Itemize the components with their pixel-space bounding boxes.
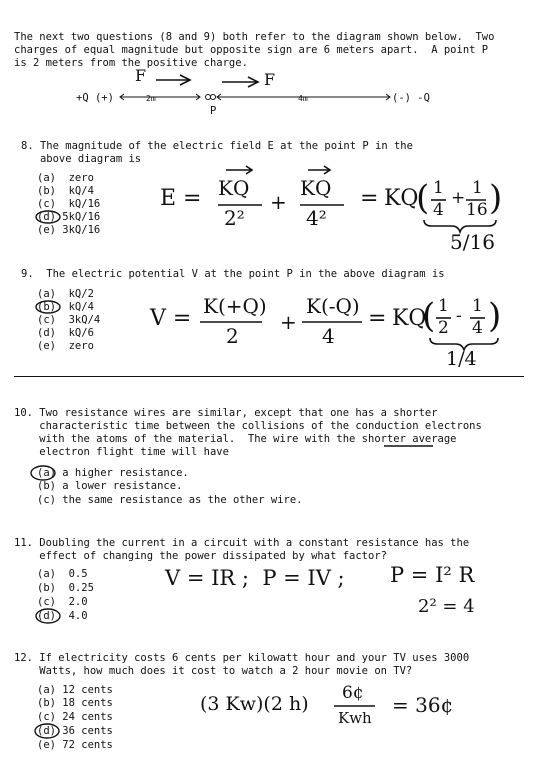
q12-line-1: 12. If electricity costs 6 cents per kilowatt hour and your TV uses 3000	[14, 652, 470, 664]
q8-option-a[interactable]: (a) zero	[37, 172, 94, 184]
q8-work-frac-b: 4	[433, 200, 444, 220]
q8-work-frac-d: 16	[466, 200, 488, 220]
q9-work-den2: 4	[322, 324, 335, 348]
q12-option-a[interactable]: (a) 12 cents	[37, 684, 113, 696]
q12-option-d[interactable]: (d) 36 cents	[37, 725, 113, 737]
right-charge-label: (-) -Q	[392, 92, 430, 104]
q8-line-2: above diagram is	[21, 153, 142, 165]
q9-option-c[interactable]: (c) 3kQ/4	[37, 314, 101, 326]
q11-work-eq3: 2² = 4	[418, 596, 475, 617]
q12-line-2: Watts, how much does it cost to watch a 2 hour movie on TV?	[14, 665, 413, 677]
q9-option-e[interactable]: (e) zero	[37, 340, 94, 352]
q8-work-result: 5/16	[450, 230, 495, 254]
q8-option-e[interactable]: (e) 3kQ/16	[37, 224, 101, 236]
q9-work-den1: 2	[226, 324, 239, 348]
intro-line-2: charges of equal magnitude but opposite sign are 6 meters apart. A point P	[14, 44, 489, 56]
q8-work-den2: 4²	[306, 206, 327, 230]
q8-work-e: E =	[160, 186, 202, 211]
intro-line-3: is 2 meters from the positive charge.	[14, 57, 248, 69]
q9-work-paren-open: (	[422, 296, 436, 336]
q8-work-frac-a: 1	[433, 178, 444, 198]
q8-work-num1: KQ	[218, 176, 250, 200]
q10-line-2: characteristic time between the collisions of the conduction electrons	[14, 420, 482, 432]
q8-work-kq: KQ	[384, 186, 419, 211]
q9-work-frac-a: 1	[438, 296, 449, 316]
q12-option-b[interactable]: (b) 18 cents	[37, 697, 113, 709]
q9-work-frac-c: 1	[472, 296, 483, 316]
q8-work-plus: +	[270, 190, 287, 214]
q11-option-c[interactable]: (c) 2.0	[37, 596, 88, 608]
q12-work-num: 6¢	[342, 683, 364, 703]
q10-line-4: electron flight time will have	[14, 446, 229, 458]
q10-option-a[interactable]: (a) a higher resistance.	[37, 467, 189, 479]
q8-work-paren-open: (	[416, 178, 430, 218]
intro-line-1: The next two questions (8 and 9) both refer to the diagram shown below. Two	[14, 31, 495, 43]
q10-line-3: with the atoms of the material. The wire with the shorter average	[14, 433, 457, 445]
q11-line-1: 11. Doubling the current in a circuit with a constant resistance has the	[14, 537, 470, 549]
q9-work-paren-close: )	[488, 296, 502, 336]
q11-line-2: effect of changing the power dissipated by what factor?	[14, 550, 387, 562]
q9-work-num2: K(-Q)	[306, 294, 360, 318]
q9-work-frac-minus: -	[456, 306, 462, 326]
q11-option-b[interactable]: (b) 0.25	[37, 582, 94, 594]
q10-line-1: 10. Two resistance wires are similar, except that one has a shorter	[14, 407, 438, 419]
q9-option-d[interactable]: (d) kQ/6	[37, 327, 94, 339]
q10-option-b[interactable]: (b) a lower resistance.	[37, 480, 183, 492]
q8-option-d[interactable]: (d) 5kQ/16	[37, 211, 101, 223]
q8-option-c[interactable]: (c) kQ/16	[37, 198, 101, 210]
force-label-1: F	[135, 66, 147, 85]
q8-work-frac-plus: +	[451, 188, 466, 208]
q11-option-a[interactable]: (a) 0.5	[37, 568, 88, 580]
q8-line-1: 8. The magnitude of the electric field E at the point P in the	[21, 140, 413, 152]
distance-left: 2m	[146, 94, 156, 103]
q10-option-c[interactable]: (c) the same resistance as the other wire.	[37, 494, 303, 506]
q11-work-eq1: V = IR ; P = IV ;	[165, 566, 345, 590]
q11-work-eq2: P = I² R	[390, 563, 475, 587]
q12-work-den: Kwh	[338, 709, 372, 727]
q12-work-lhs: (3 Kw)(2 h)	[200, 693, 309, 715]
distance-right: 4m	[298, 94, 308, 103]
q8-work-frac-c: 1	[472, 178, 483, 198]
q9-option-a[interactable]: (a) kQ/2	[37, 288, 94, 300]
q9-work-eq: =	[368, 306, 387, 331]
q9-work-num1: K(+Q)	[203, 294, 267, 318]
q9-work-kq: KQ	[392, 306, 427, 331]
q8-work-paren-close: )	[489, 178, 503, 218]
q9-work-frac-b: 2	[438, 318, 449, 338]
point-p-label: P	[210, 105, 217, 117]
q12-option-e[interactable]: (e) 72 cents	[37, 739, 113, 751]
q12-option-c[interactable]: (c) 24 cents	[37, 711, 113, 723]
left-charge-label: +Q (+)	[76, 92, 114, 104]
q9-line-1: 9. The electric potential V at the point P in the above diagram is	[21, 268, 445, 280]
q8-option-b[interactable]: (b) kQ/4	[37, 185, 94, 197]
q9-option-b[interactable]: (b) kQ/4	[37, 301, 94, 313]
q11-option-d[interactable]: (d) 4.0	[37, 610, 88, 622]
force-label-2: F	[264, 70, 276, 89]
q8-work-num2: KQ	[300, 176, 332, 200]
q9-work-frac-d: 4	[472, 318, 483, 338]
q9-work-v: V =	[150, 306, 192, 331]
q9-work-result: 1/4	[446, 348, 477, 370]
q8-work-den1: 2²	[224, 206, 245, 230]
q8-work-eq: =	[360, 186, 379, 211]
q12-work-rhs: = 36¢	[392, 693, 454, 717]
q9-work-plus: +	[280, 310, 297, 334]
